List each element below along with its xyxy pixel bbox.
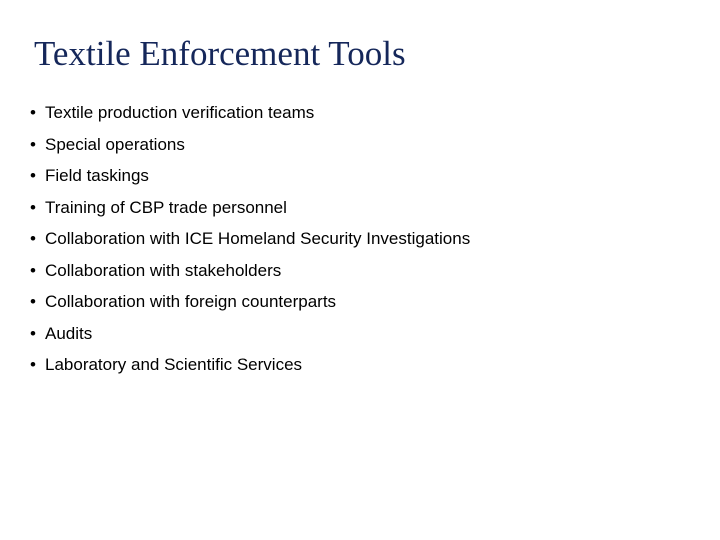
bullet-icon: • [30, 103, 36, 122]
bullet-icon: • [30, 323, 36, 343]
list-item [30, 197, 470, 229]
bullet-list [30, 102, 470, 386]
list-item [30, 134, 470, 166]
bullet-icon: • [30, 134, 36, 154]
list-item [30, 323, 470, 355]
slide-title: Textile Enforcement Tools [34, 34, 406, 73]
bullet-icon: • [30, 292, 36, 311]
list-item-text: Audits [45, 323, 93, 343]
list-item-text: Training of CBP trade personnel [45, 197, 287, 217]
list-item-text: Collaboration with stakeholders [45, 260, 282, 280]
bullet-icon: • [30, 197, 36, 217]
list-item-text: Special operations [45, 134, 185, 154]
list-item [30, 228, 470, 260]
bullet-icon: • [30, 355, 36, 374]
bullet-icon: • [30, 166, 36, 185]
list-item-text: Collaboration with foreign counterparts [45, 292, 337, 311]
list-item-text: Collaboration with ICE Homeland Security Investigations [45, 229, 471, 248]
list-item [30, 354, 470, 386]
bullet-icon: • [30, 229, 36, 248]
list-item [30, 291, 470, 323]
list-item [30, 102, 470, 134]
list-item [30, 165, 470, 197]
list-item-text: Laboratory and Scientific Services [45, 355, 303, 374]
list-item-text: Field taskings [45, 166, 149, 185]
list-item [30, 260, 470, 292]
list-item-text: Textile production verification teams [45, 103, 315, 122]
bullet-icon: • [30, 260, 36, 280]
